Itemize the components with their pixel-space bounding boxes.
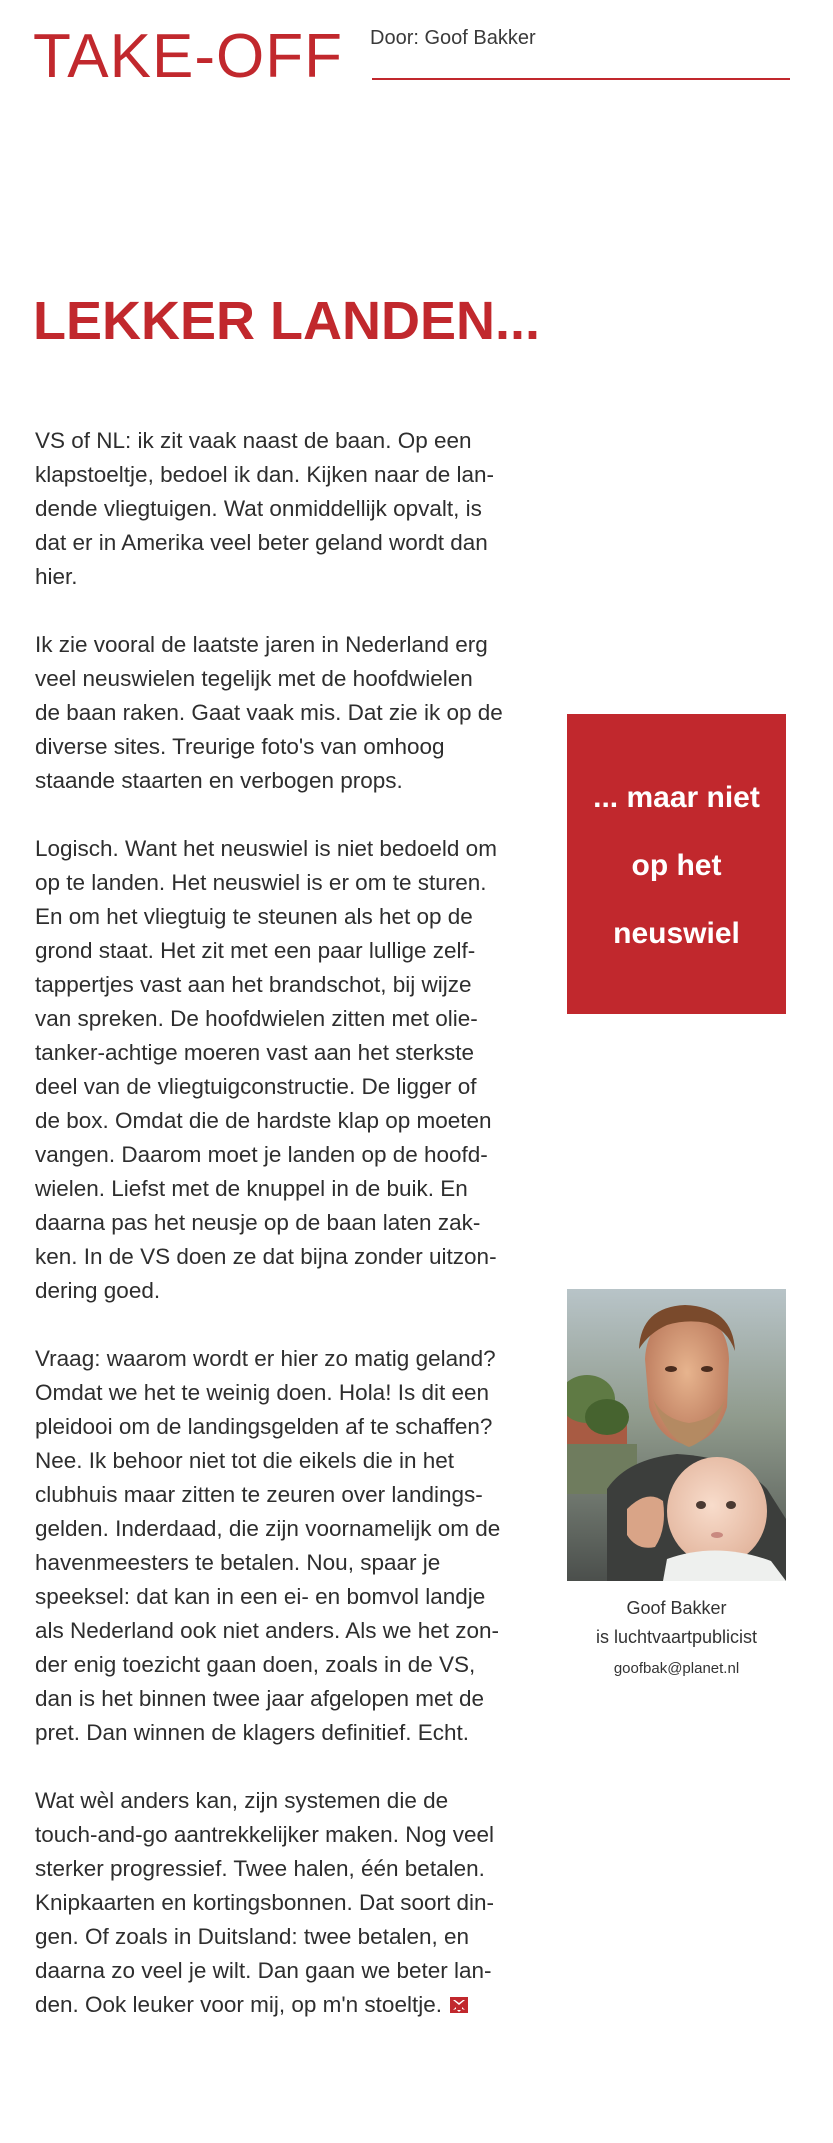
body-line: veel neuswielen tegelijk met de hoofdwielen	[35, 666, 473, 691]
body-line: hier.	[35, 564, 78, 589]
body-line: havenmeesters te betalen. Nou, spaar je	[35, 1550, 441, 1575]
body-line: de baan raken. Gaat vaak mis. Dat zie ik op de	[35, 700, 503, 725]
body-line: tappertjes vast aan het brandschot, bij wijze	[35, 972, 472, 997]
body-line: Nee. Ik behoor niet tot die eikels die in het	[35, 1448, 455, 1473]
paragraph-2	[35, 628, 535, 798]
body-line: Omdat we het te weinig doen. Hola! Is dit een	[35, 1380, 490, 1405]
body-line: der enig toezicht gaan doen, zoals in de VS,	[35, 1652, 476, 1677]
body-line: clubhuis maar zitten te zeuren over landings-	[35, 1482, 483, 1507]
author-caption	[567, 1594, 786, 1686]
body-line: dat er in Amerika veel beter geland wordt dan	[35, 530, 488, 555]
paragraph-3	[35, 832, 535, 1308]
body-line: pret. Dan winnen de klagers definitief. Echt.	[35, 1720, 469, 1745]
body-line: grond staat. Het zit met een paar lullige zelf-	[35, 938, 476, 963]
body-line: Ik zie vooral de laatste jaren in Nederland erg	[35, 632, 488, 657]
author-photo-illustration	[567, 1289, 786, 1581]
section-title: TAKE-OFF	[33, 22, 343, 91]
airplane-end-mark-icon	[450, 1997, 468, 2013]
body-line: staande staarten en verbogen props.	[35, 768, 403, 793]
body-line: gelden. Inderdaad, die zijn voornamelijk om de	[35, 1516, 501, 1541]
byline-rule	[372, 78, 790, 80]
body-line: tanker-achtige moeren vast aan het sterkste	[35, 1040, 474, 1065]
pull-quote	[567, 714, 786, 1014]
body-line: ken. In de VS doen ze dat bijna zonder uitzon-	[35, 1244, 497, 1269]
body-line: dan is het binnen twee jaar afgelopen met de	[35, 1686, 485, 1711]
pull-quote-line: op het	[631, 849, 722, 882]
pull-quote-line: ... maar niet	[593, 781, 760, 814]
body-line: van spreken. De hoofdwielen zitten met olie-	[35, 1006, 478, 1031]
author-role: is luchtvaartpublicist	[595, 1627, 758, 1647]
body-line: touch-and-go aantrekkelijker maken. Nog veel	[35, 1822, 494, 1847]
body-line: deel van de vliegtuigconstructie. De ligger of	[35, 1074, 477, 1099]
body-line: gen. Of zoals in Duitsland: twee betalen, en	[35, 1924, 470, 1949]
body-line: wielen. Liefst met de knuppel in de buik. En	[35, 1176, 468, 1201]
body-line-text: den. Ook leuker voor mij, op m'n stoeltje.	[35, 1992, 442, 2017]
body-line: vangen. Daarom moet je landen op de hoofd-	[35, 1142, 488, 1167]
body-line: daarna pas het neusje op de baan laten zak-	[35, 1210, 481, 1235]
body-line: Knipkaarten en kortingsbonnen. Dat soort din-	[35, 1890, 495, 1915]
body-line: de box. Omdat die de hardste klap op moeten	[35, 1108, 492, 1133]
body-line: VS of NL: ik zit vaak naast de baan. Op een	[35, 428, 472, 453]
author-email: goofbak@planet.nl	[613, 1660, 740, 1677]
body-line: daarna zo veel je wilt. Dan gaan we beter lan-	[35, 1958, 492, 1983]
author-photo	[567, 1289, 786, 1581]
paragraph-4	[35, 1342, 535, 1750]
article-body	[35, 424, 535, 2056]
paragraph-5	[35, 1784, 535, 2022]
paragraph-1	[35, 424, 535, 594]
byline: Door: Goof Bakker	[370, 27, 536, 49]
body-line: diverse sites. Treurige foto's van omhoog	[35, 734, 445, 759]
pull-quote-line: neuswiel	[613, 917, 740, 950]
body-line: sterker progressief. Twee halen, één betalen.	[35, 1856, 485, 1881]
body-line: als Nederland ook niet anders. Als we het zon-	[35, 1618, 500, 1643]
body-line: Logisch. Want het neuswiel is niet bedoeld om	[35, 836, 497, 861]
body-line: En om het vliegtuig te steunen als het op de	[35, 904, 473, 929]
body-line: speeksel: dat kan in een ei- en bomvol landje	[35, 1584, 486, 1609]
body-line: pleidooi om de landingsgelden af te schaffen?	[35, 1414, 493, 1439]
body-line	[35, 1988, 535, 2022]
body-line: Vraag: waarom wordt er hier zo matig geland?	[35, 1346, 496, 1371]
body-line: dende vliegtuigen. Wat onmiddellijk opvalt, is	[35, 496, 482, 521]
headline: LEKKER LANDEN...	[33, 291, 541, 351]
body-line: dering goed.	[35, 1278, 161, 1303]
body-line: op te landen. Het neuswiel is er om te sturen.	[35, 870, 487, 895]
author-name: Goof Bakker	[626, 1598, 727, 1618]
body-line: Wat wèl anders kan, zijn systemen die de	[35, 1788, 449, 1813]
body-line: klapstoeltje, bedoel ik dan. Kijken naar de lan-	[35, 462, 495, 487]
